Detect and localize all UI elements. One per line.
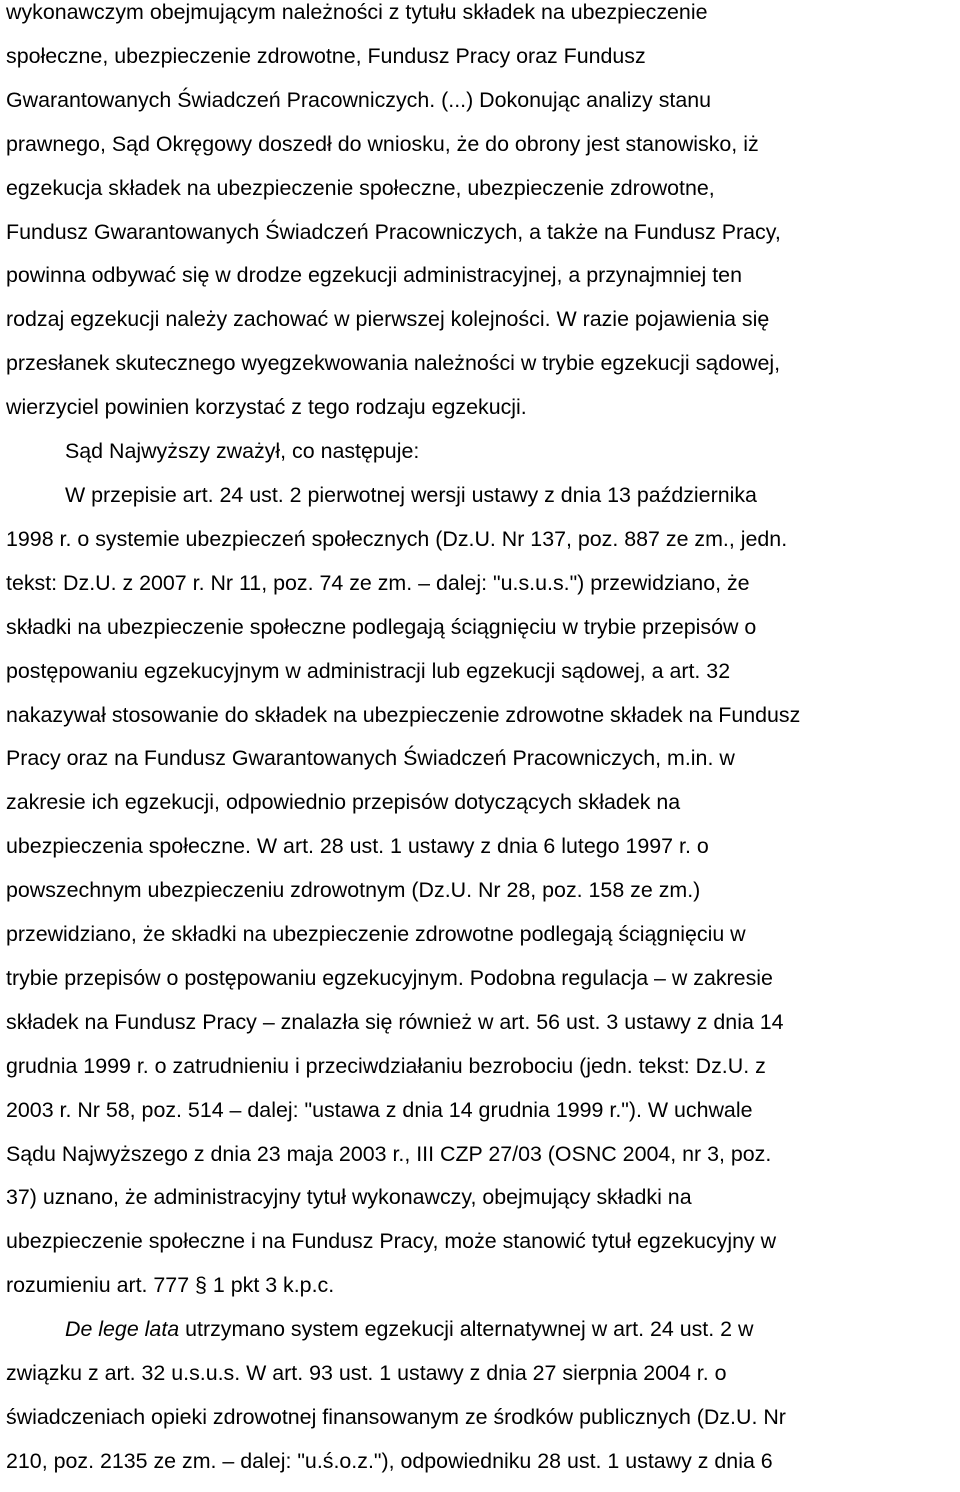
text-line: nakazywał stosowanie do składek na ubezpieczenie zdrowotne składek na Fundusz xyxy=(6,702,801,727)
text-line: grudnia 1999 r. o zatrudnieniu i przeciwdziałaniu bezrobociu (jedn. tekst: Dz.U. z xyxy=(6,1053,766,1078)
text-line: Fundusz Gwarantowanych Świadczeń Pracowniczych, a także na Fundusz Pracy, xyxy=(6,219,781,244)
text-line: 37) uznano, że administracyjny tytuł wykonawczy, obejmujący składki na xyxy=(6,1185,692,1210)
text-line: 2003 r. Nr 58, poz. 514 – dalej: "ustawa z dnia 14 grudnia 1999 r."). W uchwale xyxy=(6,1097,753,1122)
text-line: składek na Fundusz Pracy – znalazła się również w art. 56 ust. 3 ustawy z dnia 14 xyxy=(6,1009,784,1034)
text-line: Gwarantowanych Świadczeń Pracowniczych. (...) Dokonując analizy stanu xyxy=(6,87,712,112)
text-line: wierzyciel powinien korzystać z tego rodzaju egzekucji. xyxy=(6,395,527,420)
text-line: zakresie ich egzekucji, odpowiednio przepisów dotyczących składek na xyxy=(6,790,681,815)
text-line: powszechnym ubezpieczeniu zdrowotnym (Dz.U. Nr 28, poz. 158 ze zm.) xyxy=(6,878,701,903)
text-line: rodzaj egzekucji należy zachować w pierwszej kolejności. W razie pojawienia się xyxy=(6,307,770,332)
text-line: 1998 r. o systemie ubezpieczeń społecznych (Dz.U. Nr 137, poz. 887 ze zm., jedn. xyxy=(6,526,788,551)
text-line: ubezpieczenie społeczne i na Fundusz Pracy, może stanowić tytuł egzekucyjny w xyxy=(6,1229,777,1254)
text-line: społeczne, ubezpieczenie zdrowotne, Fundusz Pracy oraz Fundusz xyxy=(6,43,646,68)
text-line: trybie przepisów o postępowaniu egzekucyjnym. Podobna regulacja – w zakresie xyxy=(6,965,773,990)
text-line: ubezpieczenia społeczne. W art. 28 ust. 1 ustawy z dnia 6 lutego 1997 r. o xyxy=(6,834,709,859)
text-line: Pracy oraz na Fundusz Gwarantowanych Świadczeń Pracowniczych, m.in. w xyxy=(6,746,735,771)
paragraph-start-line xyxy=(6,1308,956,1352)
text-line: powinna odbywać się w drodze egzekucji administracyjnej, a przynajmniej ten xyxy=(6,263,742,288)
text-line: rozumieniu art. 777 § 1 pkt 3 k.p.c. xyxy=(6,1273,335,1298)
text-line: związku z art. 32 u.s.u.s. W art. 93 ust. 1 ustawy z dnia 27 sierpnia 2004 r. o xyxy=(6,1361,727,1386)
text-line: 210, poz. 2135 ze zm. – dalej: "u.ś.o.z."), odpowiedniku 28 ust. 1 ustawy z dnia 6 xyxy=(6,1448,773,1473)
text-line: świadczeniach opieki zdrowotnej finansowanym ze środków publicznych (Dz.U. Nr xyxy=(6,1405,786,1429)
latin-phrase: De lege lata xyxy=(65,1317,180,1342)
paragraph-start-line: W przepisie art. 24 ust. 2 pierwotnej wersji ustawy z dnia 13 października xyxy=(65,482,757,507)
text-line: egzekucja składek na ubezpieczenie społeczne, ubezpieczenie zdrowotne, xyxy=(6,175,715,200)
text-line: wykonawczym obejmującym należności z tytułu składek na ubezpieczenie xyxy=(6,0,708,24)
section-heading: Sąd Najwyższy zważył, co następuje: xyxy=(65,439,420,464)
text-line: tekst: Dz.U. z 2007 r. Nr 11, poz. 74 ze zm. – dalej: "u.s.u.s.") przewidziano, że xyxy=(6,570,750,595)
text-line: postępowaniu egzekucyjnym w administracji lub egzekucji sądowej, a art. 32 xyxy=(6,658,731,683)
text-line: przesłanek skutecznego wyegzekwowania należności w trybie egzekucji sądowej, xyxy=(6,351,781,376)
document-page xyxy=(6,0,956,1484)
text-line: Sądu Najwyższego z dnia 23 maja 2003 r., III CZP 27/03 (OSNC 2004, nr 3, poz. xyxy=(6,1141,772,1166)
text-line: prawnego, Sąd Okręgowy doszedł do wniosku, że do obrony jest stanowisko, iż xyxy=(6,131,759,156)
text-line: składki na ubezpieczenie społeczne podlegają ściągnięciu w trybie przepisów o xyxy=(6,614,757,639)
text-line: przewidziano, że składki na ubezpieczenie zdrowotne podlegają ściągnięciu w xyxy=(6,922,746,947)
text-line-rest: utrzymano system egzekucji alternatywnej w art. 24 ust. 2 w xyxy=(185,1317,754,1342)
